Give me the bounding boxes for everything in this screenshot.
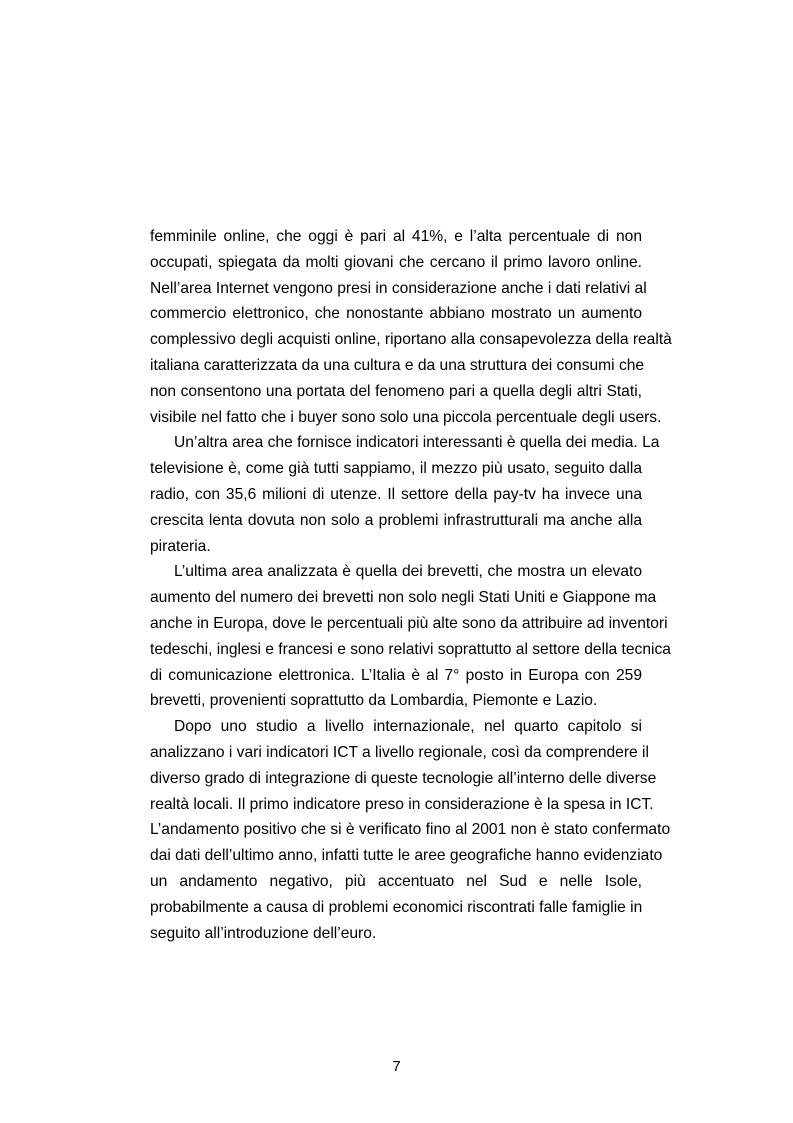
paragraph-1-line-8: visibile nel fatto che i buyer sono solo una piccola percentuale degli users. bbox=[150, 408, 662, 426]
paragraph-4-line-8: probabilmente a causa di problemi economici riscontrati falle famiglie in bbox=[150, 898, 643, 916]
paragraph-4-line-3: diverso grado di integrazione di queste tecnologie all’interno delle diverse bbox=[150, 769, 657, 787]
paragraph-2-line-2: televisione è, come già tutti sappiamo, il mezzo più usato, seguito dalla bbox=[150, 460, 642, 478]
paragraph-4-line-2: analizzano i vari indicatori ICT a livello regionale, così da comprendere il bbox=[150, 743, 649, 761]
paragraph-4-line-1: Dopo uno studio a livello internazionale, nel quarto capitolo si bbox=[174, 718, 642, 736]
paragraph-4-line-7: un andamento negativo, più accentuato nel Sud e nelle Isole, bbox=[150, 872, 642, 890]
paragraph-4-line-9: seguito all’introduzione dell’euro. bbox=[150, 924, 377, 942]
paragraph-3-line-5: di comunicazione elettronica. L’Italia è al 7° posto in Europa con 259 bbox=[150, 666, 642, 684]
paragraph-4-line-4: realtà locali. Il primo indicatore preso in considerazione è la spesa in ICT. bbox=[150, 795, 654, 813]
page-number: 7 bbox=[392, 1058, 401, 1075]
paragraph-2-line-1: Un’altra area che fornisce indicatori interessanti è quella dei media. La bbox=[174, 434, 660, 452]
paragraph-1-line-6: italiana caratterizzata da una cultura e da una struttura dei consumi che bbox=[150, 356, 645, 374]
paragraph-3-line-2: aumento del numero dei brevetti non solo negli Stati Uniti e Giappone ma bbox=[150, 589, 657, 607]
paragraph-2-line-5: pirateria. bbox=[150, 537, 211, 555]
paragraph-2-line-3: radio, con 35,6 milioni di utenze. Il settore della pay-tv ha invece una bbox=[150, 485, 642, 503]
paragraph-3-line-4: tedeschi, inglesi e francesi e sono relativi soprattutto al settore della tecnica bbox=[150, 640, 671, 658]
body-text bbox=[150, 224, 672, 946]
paragraph-3-line-6: brevetti, provenienti soprattutto da Lombardia, Piemonte e Lazio. bbox=[150, 692, 598, 710]
paragraph-1-line-5: complessivo degli acquisti online, riportano alla consapevolezza della realtà bbox=[150, 331, 672, 349]
paragraph-3-line-1: L’ultima area analizzata è quella dei brevetti, che mostra un elevato bbox=[174, 563, 642, 581]
paragraph-4-line-5: L’andamento positivo che si è verificato fino al 2001 non è stato confermato bbox=[150, 821, 671, 839]
paragraph-1-line-4: commercio elettronico, che nonostante abbiano mostrato un aumento bbox=[150, 305, 642, 323]
paragraph-1-line-3: Nell’area Internet vengono presi in considerazione anche i dati relativi al bbox=[150, 279, 647, 297]
paragraph-1-line-1: femminile online, che oggi è pari al 41%, e l’alta percentuale di non bbox=[150, 228, 642, 245]
paragraph-1-line-7: non consentono una portata del fenomeno pari a quella degli altri Stati, bbox=[150, 382, 642, 400]
paragraph-3-line-3: anche in Europa, dove le percentuali più alte sono da attribuire ad inventori bbox=[150, 614, 668, 632]
paragraph-2-line-4: crescita lenta dovuta non solo a problemi infrastrutturali ma anche alla bbox=[150, 511, 642, 529]
paragraph-4-line-6: dai dati dell’ultimo anno, infatti tutte le aree geografiche hanno evidenziato bbox=[150, 847, 663, 865]
paragraph-1-line-2: occupati, spiegata da molti giovani che cercano il primo lavoro online. bbox=[150, 253, 642, 271]
